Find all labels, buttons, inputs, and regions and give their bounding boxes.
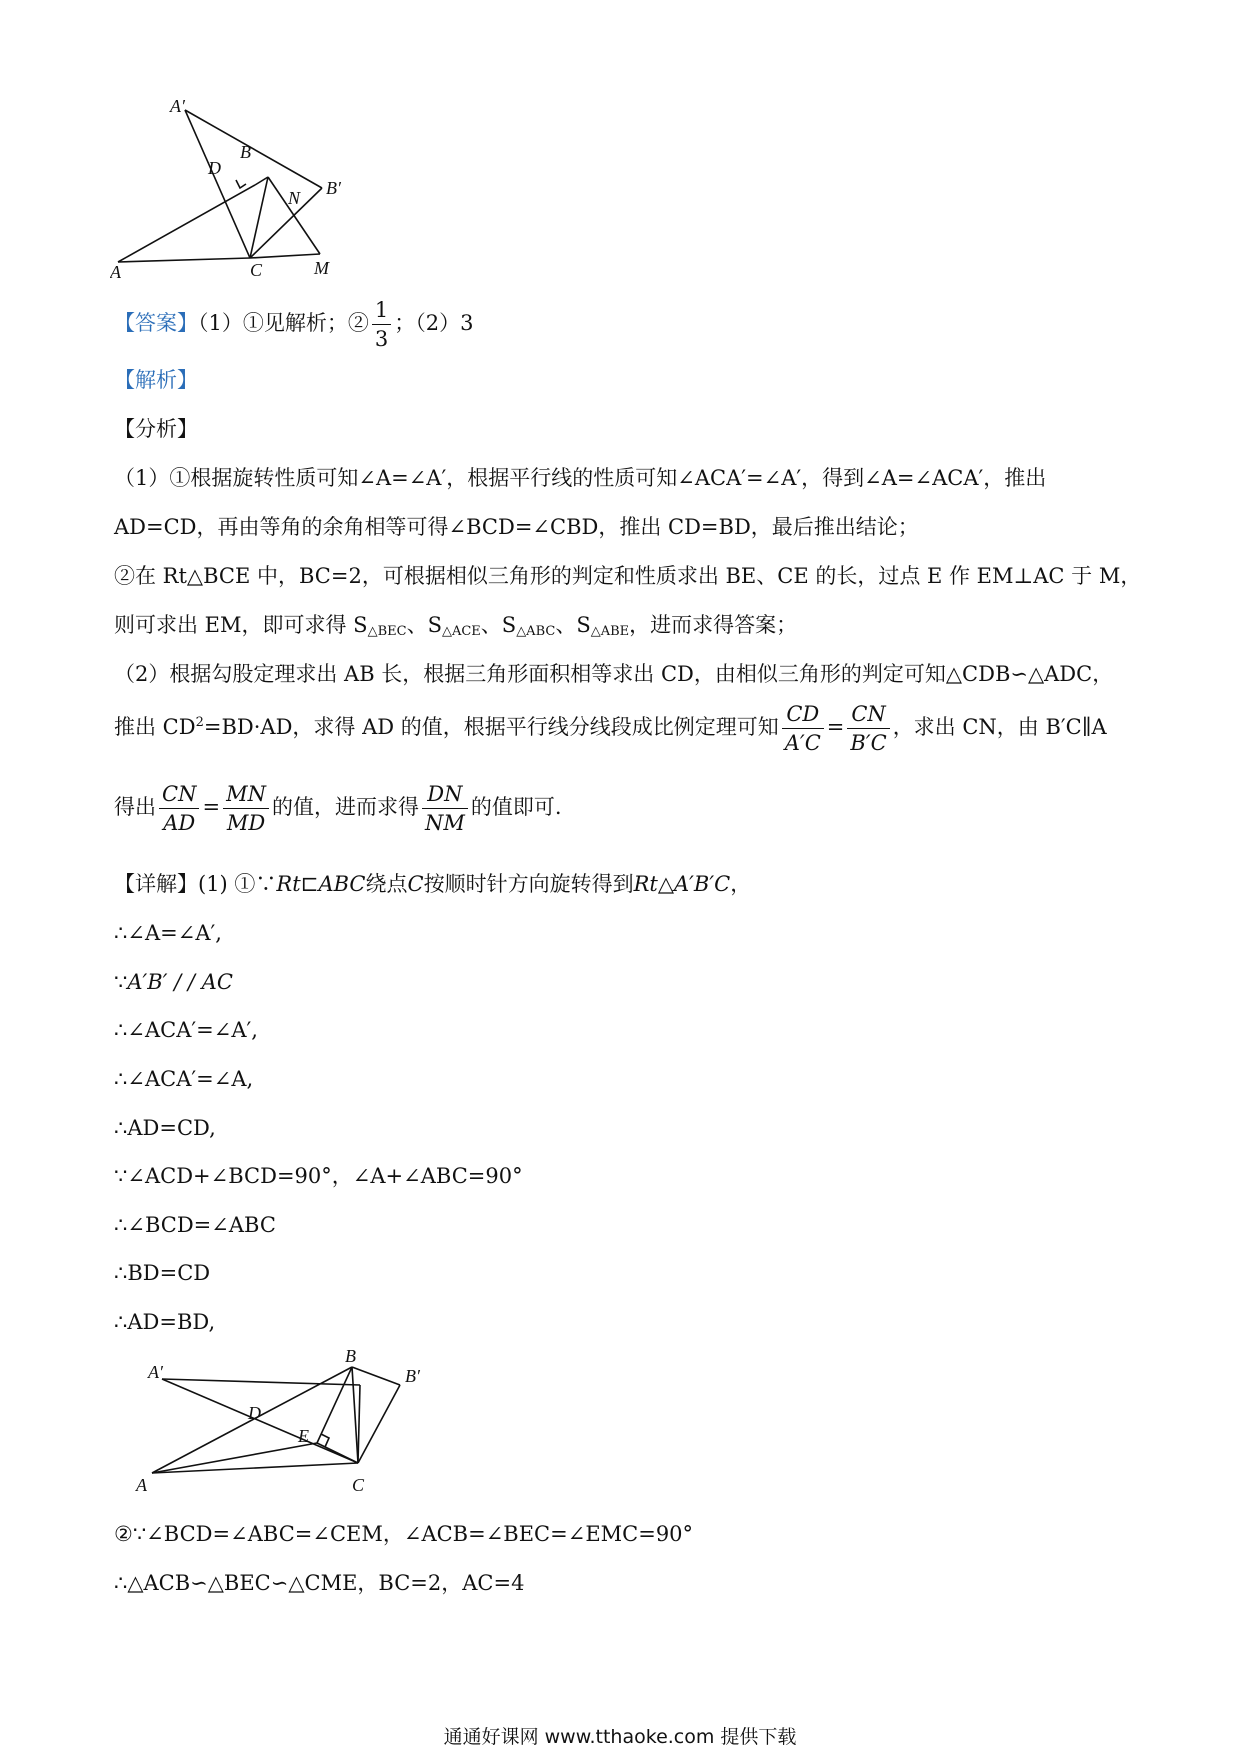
- answer-frac-num: 1: [372, 296, 391, 325]
- answer-fraction: [372, 296, 391, 353]
- fenxi-p6-a: 推出 CD: [114, 715, 196, 739]
- equals-sign: =: [826, 715, 845, 739]
- label-C: C: [250, 260, 263, 280]
- frac-den: NM: [424, 811, 465, 835]
- fenxi-p5: （2）根据勾股定理求出 AB 长，根据三角形面积相等求出 CD，由相似三角形的判定可知△CDB∽△ADC，: [114, 662, 1114, 686]
- label-B-prime: B′: [405, 1366, 420, 1386]
- label-B: B: [240, 142, 251, 162]
- label-E: E: [298, 1426, 309, 1446]
- fenxi-p4-c: 、S: [480, 613, 517, 637]
- fenxi-p3: ②在 Rt△BCE 中，BC=2，可根据相似三角形的判定和性质求出 BE、CE 的长，过点 E 作 EM⊥AC 于 M，: [114, 564, 1142, 588]
- detail-l3-b: A′B′ / / AC: [127, 970, 233, 994]
- fenxi-p7-frac2: [223, 780, 269, 837]
- fenxi-p7: [114, 780, 562, 837]
- segment-A1B1: [162, 1379, 360, 1385]
- detail-l4: ∴∠ACA′=∠A′,: [114, 1018, 258, 1042]
- label-B: B: [345, 1346, 356, 1366]
- segment-B1C: [358, 1385, 360, 1463]
- detail-l7: ∵∠ACD+∠BCD=90°，∠A+∠ABC=90°: [114, 1164, 523, 1188]
- frac-den: A′C: [784, 731, 821, 755]
- page-footer: 通通好课网 www.tthaoke.com 提供下载: [443, 1726, 797, 1748]
- fenxi-p4-sub3: △ABC: [516, 624, 556, 639]
- fenxi-p4: [114, 610, 797, 647]
- fenxi-p6-c: ，求出 CN，由 B′C∥A: [892, 715, 1107, 739]
- segment-A1C: [185, 110, 250, 258]
- equals-sign: =: [202, 795, 221, 819]
- fenxi-p6-b: =BD·AD，求得 AD 的值，根据平行线分线段成比例定理可知: [203, 715, 779, 739]
- label-A: A: [110, 262, 121, 280]
- detail-l1-d: C: [407, 872, 424, 896]
- fenxi-p4-a: 则可求出 EM，即可求得 S: [114, 613, 368, 637]
- label-D: D: [248, 1403, 261, 1423]
- detail-l12: ∴△ACB∽△BEC∽△CME，BC=2，AC=4: [114, 1571, 525, 1595]
- detail-l9: ∴BD=CD: [114, 1261, 211, 1285]
- segment-EC: [317, 1443, 358, 1463]
- detail-l8: ∴∠BCD=∠ABC: [114, 1213, 276, 1237]
- fenxi-p7-b: 的值，进而求得: [271, 795, 419, 819]
- label-M: M: [314, 258, 329, 278]
- fenxi-p7-frac1: [159, 780, 199, 837]
- answer-line: [114, 296, 473, 353]
- fenxi-p7-frac3: [422, 780, 468, 837]
- segment-BE: [317, 1367, 352, 1443]
- detail-l1-a: 【详解】(1) ①∵: [114, 872, 277, 896]
- segment-AC: [118, 258, 250, 262]
- fenxi-p4-sub1: △BEC: [367, 624, 407, 639]
- frac-num: CN: [159, 780, 199, 809]
- label-A-prime: A′: [148, 1362, 163, 1382]
- label-N: N: [288, 188, 301, 208]
- detail-l2: ∴∠A=∠A′,: [114, 921, 222, 945]
- label-C: C: [352, 1475, 365, 1495]
- detail-l5: ∴∠ACA′=∠A,: [114, 1067, 254, 1091]
- fenxi-p4-b: 、S: [406, 613, 442, 637]
- frac-num: CD: [782, 700, 824, 729]
- frac-den: AD: [163, 811, 196, 835]
- geometry-figure-2: [130, 1345, 450, 1505]
- detail-l1-e: 按顺时针方向旋转得到: [423, 872, 634, 896]
- fenxi-p4-sub4: △ABE: [590, 624, 630, 639]
- frac-num: DN: [422, 780, 468, 809]
- detail-l1-g: ，: [730, 872, 752, 896]
- segment-BB1-ext: [352, 1367, 400, 1385]
- segment-BC: [250, 177, 268, 258]
- segment-B1C: [250, 188, 322, 258]
- detail-l10: ∴AD=BD,: [114, 1310, 216, 1334]
- answer-tag: 【答案】: [114, 311, 198, 335]
- fenxi-p4-d: 、S: [555, 613, 591, 637]
- fenxi-p7-c: 的值即可.: [470, 795, 562, 819]
- fenxi-tag: 【分析】: [114, 417, 198, 441]
- detail-l1: [114, 869, 751, 899]
- label-D: D: [208, 158, 221, 178]
- segment-A1B1: [185, 110, 322, 188]
- frac-num: MN: [223, 780, 269, 809]
- geometry-figure-1: [110, 100, 400, 280]
- frac-den: MD: [226, 811, 266, 835]
- segment-B1C-outer: [358, 1385, 400, 1463]
- label-A-prime: A′: [170, 100, 185, 116]
- analysis-tag: 【解析】: [114, 368, 198, 392]
- detail-l3: [114, 967, 233, 997]
- fenxi-p7-a: 得出: [114, 795, 156, 819]
- label-A: A: [136, 1475, 147, 1495]
- answer-part1: （1）①见解析；②: [198, 311, 369, 335]
- frac-num: CN: [847, 700, 889, 729]
- answer-frac-den: 3: [374, 327, 389, 351]
- detail-l6: ∴AD=CD,: [114, 1116, 216, 1140]
- frac-den: B′C: [850, 731, 887, 755]
- fenxi-p6: [114, 700, 1107, 757]
- fenxi-p1: （1）①根据旋转性质可知∠A=∠A′，根据平行线的性质可知∠ACA′=∠A′，得到∠A=∠ACA′，推出: [114, 466, 1047, 490]
- fenxi-p4-e: ，进而求得答案；: [629, 613, 798, 637]
- fenxi-p6-frac1: [782, 700, 824, 757]
- answer-part2: ；（2）3: [394, 311, 474, 335]
- detail-l1-f: Rt△A′B′C: [633, 872, 731, 896]
- segment-CM: [250, 254, 320, 258]
- label-B-prime: B′: [326, 178, 341, 198]
- fenxi-p6-frac2: [847, 700, 889, 757]
- segment-BC: [352, 1367, 358, 1463]
- detail-l3-a: ∵: [114, 970, 128, 994]
- detail-l1-b: Rt⊏ABC: [276, 872, 366, 896]
- fenxi-p4-sub2: △ACE: [441, 624, 481, 639]
- detail-l1-c: 绕点: [365, 872, 408, 896]
- detail-l11: ②∵∠BCD=∠ABC=∠CEM，∠ACB=∠BEC=∠EMC=90°: [114, 1522, 694, 1546]
- right-angle-mark: [236, 180, 246, 188]
- fenxi-p6-sup: 2: [195, 715, 204, 730]
- fenxi-p2: AD=CD，再由等角的余角相等可得∠BCD=∠CBD，推出 CD=BD，最后推出结论；: [114, 515, 919, 539]
